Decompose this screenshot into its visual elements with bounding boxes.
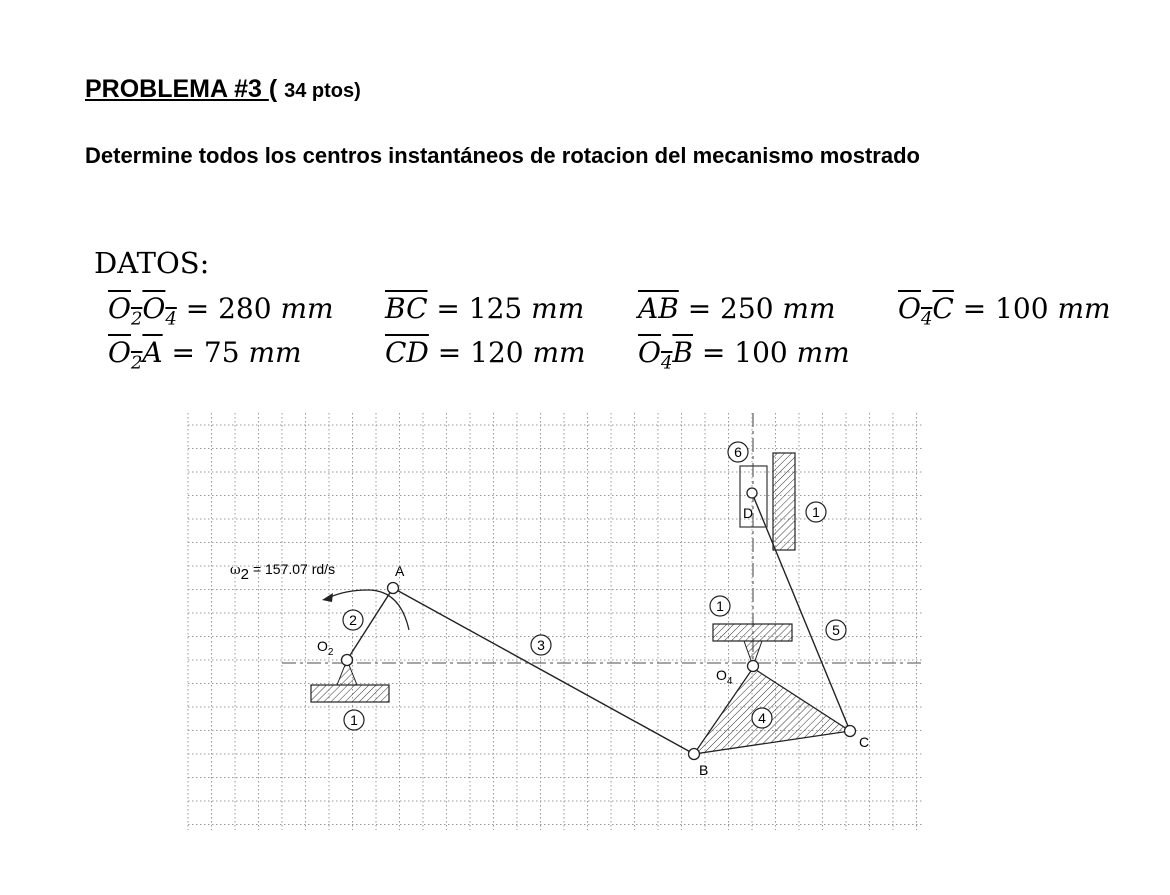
link-label-5 — [826, 620, 846, 640]
link-label-4 — [752, 708, 772, 728]
problem-title-text: PROBLEMA #3 — [85, 75, 269, 103]
datos-item-o4c: $O_4C = 100$ mm — [898, 292, 1111, 330]
datos-item-bc: $\overline{BC} = 125$ mm — [385, 292, 585, 325]
svg-text:2: 2 — [349, 612, 357, 628]
ground-block-mid-right — [713, 624, 792, 641]
ground-wall-top-right — [773, 453, 795, 550]
omega-label: ω2 = 157.07 rd/s — [230, 561, 336, 583]
datos-item-o4b: $O_4B = 100$ mm — [638, 336, 850, 374]
point-label-c: C — [859, 734, 870, 750]
ground-block-left — [311, 685, 389, 702]
link-label-3 — [531, 635, 551, 655]
link-label-1-top-right — [806, 502, 826, 522]
grid — [188, 413, 922, 830]
datos-item-o2o4: $O_2O_4 = 280$ mm — [108, 292, 334, 330]
omega-arrowhead — [322, 593, 333, 602]
datos-item-cd: $\overline{CD} = 120$ mm — [385, 336, 586, 369]
point-label-b: B — [699, 762, 709, 778]
joint-o2 — [342, 655, 353, 666]
point-label-o4: $O_4$ — [716, 667, 733, 687]
point-label-d: D — [743, 505, 754, 521]
point-label-a: A — [395, 563, 405, 579]
joint-d — [747, 488, 757, 498]
problem-statement: Determine todos los centros instantáneos de rotacion del mecanismo mostrado — [85, 143, 920, 168]
joint-o4 — [748, 661, 759, 672]
joint-b — [689, 749, 700, 760]
datos-item-o2a: $O_2A = 75$ mm — [108, 336, 302, 374]
point-label-o2: $O_2$ — [317, 638, 334, 658]
problem-title-paren: ( — [268, 75, 285, 103]
problem-points: 34 ptos) — [284, 80, 361, 102]
link-label-1-mid-right — [710, 596, 730, 616]
svg-text:5: 5 — [832, 622, 840, 638]
svg-text:1: 1 — [812, 504, 820, 520]
link-label-1-left — [344, 710, 364, 730]
svg-text:1: 1 — [716, 598, 724, 614]
datos-heading: DATOS: — [94, 246, 210, 280]
link-label-6 — [728, 442, 748, 462]
svg-text:6: 6 — [734, 444, 742, 460]
svg-text:4: 4 — [758, 710, 766, 726]
omega-arrow — [328, 590, 409, 630]
svg-text:1: 1 — [350, 712, 358, 728]
datos-item-ab: $\overline{AB} = 250$ mm — [638, 292, 836, 325]
svg-text:3: 3 — [537, 637, 545, 653]
joint-a — [388, 583, 399, 594]
link-label-2 — [343, 610, 363, 630]
joint-c — [845, 726, 856, 737]
